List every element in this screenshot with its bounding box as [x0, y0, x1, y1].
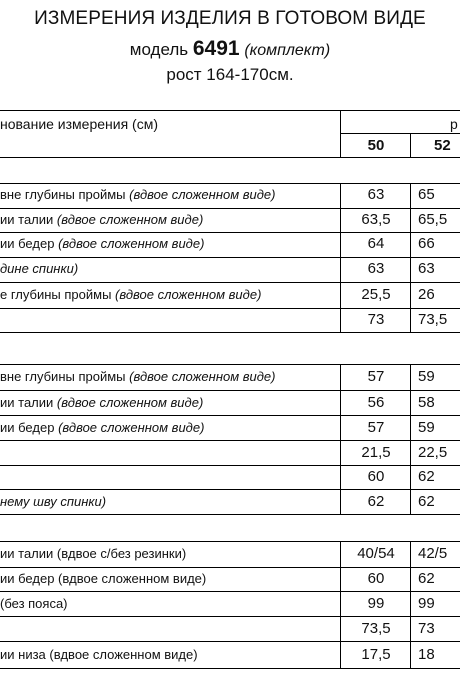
- grid-line: [340, 541, 341, 668]
- row-label-note: (вдвое сложенном виде): [115, 286, 262, 302]
- row-label-text: ии низа (вдвое сложенном виде): [0, 646, 198, 662]
- row-label-note: (вдвое сложенном виде): [58, 419, 205, 435]
- header-label: нование измерения (см): [0, 116, 159, 132]
- value-size-50: 40/54: [357, 545, 395, 562]
- grid-line: [0, 514, 460, 515]
- row-label-note: (вдвое сложенном виде): [58, 236, 205, 251]
- value-size-50: 60: [367, 570, 385, 587]
- grid-line: [0, 465, 460, 466]
- value-size-52: 58: [418, 393, 435, 411]
- value-size-50: 17,5: [361, 645, 391, 663]
- row-label-text: ии бедер: [0, 419, 55, 435]
- value-size-50: 57: [367, 418, 385, 436]
- value-size-52: 62: [418, 492, 435, 510]
- grid-line: [0, 208, 460, 209]
- row-label-text: е глубины проймы: [0, 286, 112, 302]
- grid-line: [0, 541, 460, 542]
- grid-line: [0, 591, 460, 592]
- row-label: [0, 491, 106, 513]
- value-size-52: 66: [418, 235, 435, 252]
- grid-line: [410, 133, 411, 157]
- value-size-50: 21,5: [361, 443, 391, 461]
- row-label-text: ии талии: [0, 211, 54, 227]
- grid-line: [340, 133, 460, 134]
- value-size-52: 59: [418, 418, 435, 436]
- row-label-text: (без пояса): [0, 595, 68, 611]
- value-size-52: 73: [418, 619, 435, 637]
- row-label-note: (вдвое сложенном виде): [56, 211, 204, 227]
- model-note: (комплект): [244, 42, 331, 59]
- value-size-50: 63: [367, 186, 385, 204]
- value-size-52: 65,5: [418, 210, 448, 228]
- size-50: 50: [367, 137, 385, 154]
- value-size-50: 60: [367, 468, 385, 485]
- grid-line: [0, 282, 460, 283]
- grid-line: [340, 110, 341, 157]
- row-label-text: вне глубины проймы: [0, 369, 126, 384]
- row-label-text: ии бедер: [0, 236, 55, 251]
- grid-line: [0, 440, 460, 441]
- row-label-note: нему шву спинки): [0, 493, 107, 509]
- value-size-50: 73,5: [361, 619, 391, 637]
- row-label: [0, 258, 78, 280]
- value-size-50: 63,5: [361, 210, 391, 228]
- value-size-52: 59: [418, 368, 435, 385]
- value-size-50: 62: [367, 492, 385, 510]
- height-line: рост 164-170см.: [166, 65, 294, 84]
- grid-line: [0, 616, 460, 617]
- grid-line: [0, 641, 460, 642]
- grid-line: [0, 183, 460, 184]
- grid-line: [0, 232, 460, 233]
- row-label: [0, 417, 204, 439]
- grid-line: [0, 567, 460, 568]
- row-label: [0, 543, 186, 565]
- value-size-50: 56: [367, 393, 385, 411]
- row-label: [0, 184, 275, 206]
- value-size-52: 99: [418, 594, 435, 612]
- row-label: [0, 392, 203, 414]
- row-label: [0, 284, 261, 306]
- row-label-note: дине спинки): [0, 261, 79, 276]
- grid-line: [0, 390, 460, 391]
- row-label: [0, 366, 275, 388]
- row-label: [0, 593, 68, 615]
- row-label-text: вне глубины проймы: [0, 187, 126, 203]
- model-line: [0, 37, 460, 61]
- model-prefix: модель: [129, 40, 189, 59]
- row-label: [0, 233, 204, 255]
- value-size-52: 26: [418, 285, 435, 303]
- value-size-52: 42/5: [418, 545, 448, 562]
- value-size-52: 73,5: [418, 310, 448, 328]
- value-size-50: 64: [367, 235, 385, 252]
- grid-line: [0, 110, 460, 111]
- grid-line: [340, 183, 341, 332]
- grid-line: [0, 332, 460, 333]
- row-label: [0, 644, 198, 666]
- grid-line: [0, 489, 460, 490]
- grid-line: [410, 183, 411, 332]
- row-label: [0, 568, 206, 590]
- value-size-52: 62: [418, 570, 435, 587]
- model-number: 6491: [192, 37, 240, 60]
- grid-line: [410, 364, 411, 514]
- grid-line: [0, 668, 460, 669]
- value-size-50: 63: [367, 260, 385, 277]
- value-size-52: 18: [418, 645, 435, 663]
- grid-line: [0, 257, 460, 258]
- size-52: 52: [434, 137, 451, 154]
- header-group: р: [450, 116, 458, 132]
- value-size-52: 63: [418, 260, 435, 277]
- row-label: [0, 209, 203, 231]
- value-size-50: 73: [367, 310, 385, 328]
- row-label-note: (вдвое сложенном виде): [129, 369, 276, 384]
- row-label-note: (вдвое сложенном виде): [56, 394, 204, 410]
- grid-line: [340, 364, 341, 514]
- row-label-text: ии талии (вдвое с/без резинки): [0, 546, 187, 561]
- value-size-52: 62: [418, 468, 435, 485]
- grid-line: [0, 157, 460, 158]
- grid-line: [0, 364, 460, 365]
- row-label-text: ии талии: [0, 394, 54, 410]
- value-size-52: 65: [418, 186, 435, 204]
- value-size-52: 22,5: [418, 443, 448, 461]
- value-size-50: 99: [367, 594, 385, 612]
- row-label-note: (вдвое сложенном виде): [129, 187, 276, 203]
- value-size-50: 57: [367, 368, 385, 385]
- row-label-text: ии бедер (вдвое сложенном виде): [0, 571, 207, 586]
- grid-line: [0, 308, 460, 309]
- grid-line: [0, 415, 460, 416]
- value-size-50: 25,5: [361, 285, 391, 303]
- document-title: ИЗМЕРЕНИЯ ИЗДЕЛИЯ В ГОТОВОМ ВИДЕ: [34, 8, 426, 29]
- grid-line: [410, 541, 411, 668]
